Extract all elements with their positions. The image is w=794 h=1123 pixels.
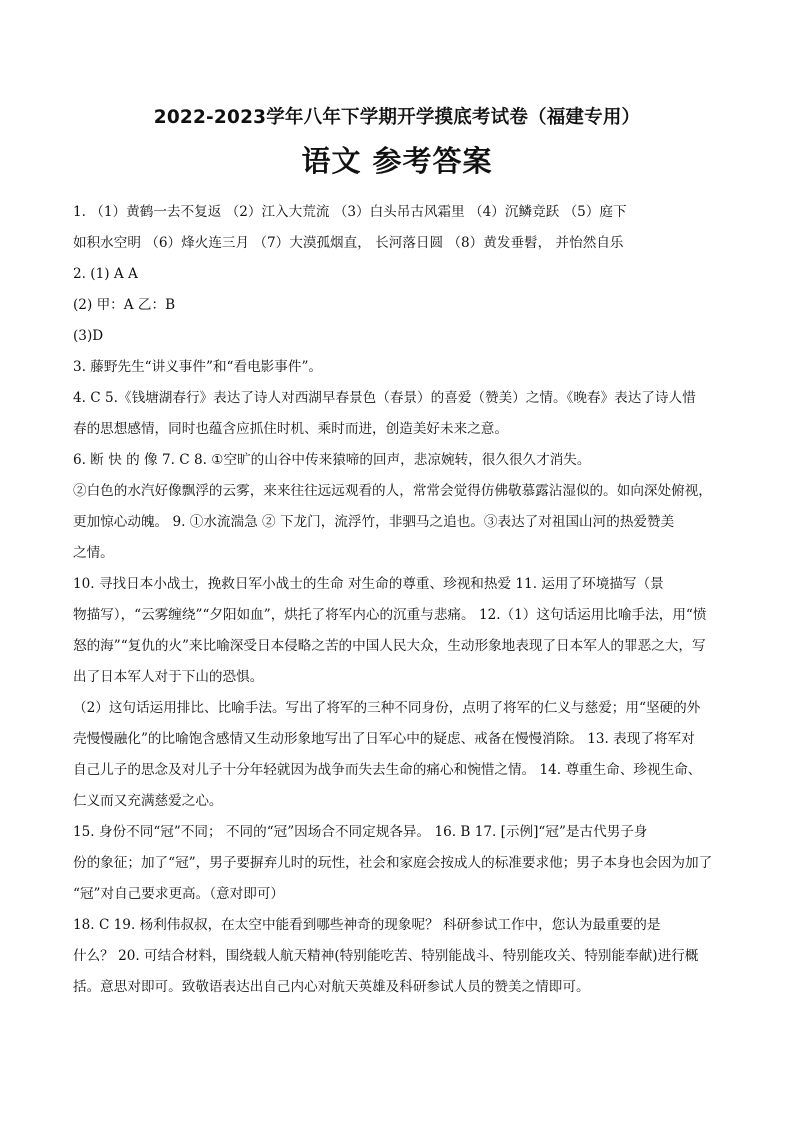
answer-line: 3. 藤野先生“讲义事件”和“看电影事件”。: [73, 359, 322, 375]
answer-line: 出了日本军人对于下山的恐惧。: [73, 669, 264, 685]
answer-content: [73, 197, 723, 1003]
answer-line: 6. 断 快 的 像 7. C 8. ①空旷的山谷中传来猿啼的回声，悲凉婉转，很久很久才消失。: [73, 452, 591, 468]
answer-line: 更加惊心动魄。 9. ①水流湍急 ② 下龙门，流浮竹，非驷马之追也。③表达了对祖国山河的热爱赞美: [73, 514, 675, 530]
answer-line: (2) 甲：A 乙：B: [73, 297, 176, 313]
answer-line: ②白色的水汽好像飘浮的云雾，来来往往远远观看的人，常常会觉得仿佛敬慕露沾湿似的。如向深处俯视，: [73, 483, 712, 499]
answer-line: 春的思想感情，同时也蕴含应抓住时机、乘时而进，创造美好未来之意。: [73, 421, 508, 437]
answer-line: 2. (1) A A: [73, 266, 138, 282]
answer-line: 4. C 5.《钱塘湖春行》表达了诗人对西湖早春景色（春景）的喜爱（赞美）之情。《晚春》表达了诗人惜: [73, 390, 696, 406]
answer-line: 壳慢慢融化”的比喻饱含感情又生动形象地写出了日军心中的疑虑、戒备在慢慢消除。 13. 表现了将军对: [73, 731, 695, 747]
answer-line: 18. C 19. 杨利伟叔叔，在太空中能看到哪些神奇的现象呢？ 科研参试工作中，您认为最重要的是: [73, 917, 661, 933]
answer-line: 仁义而又充满慈爱之心。: [73, 793, 223, 809]
answer-line: 什么？ 20. 可结合材料，围绕载人航天精神(特别能吃苦、特别能战斗、特别能攻关、特别能奉献)进行概: [73, 948, 699, 964]
answer-line: “冠”对自己要求更高。（意对即可）: [73, 886, 285, 902]
answer-line: 物描写），“云雾缠绕”“夕阳如血”，烘托了将军内心的沉重与悲痛。 12.（1）这句话运用比喻手法，用“愤: [73, 607, 707, 623]
answer-line: 10. 寻找日本小战士，挽救日军小战士的生命 对生命的尊重、珍视和热爱 11. 运用了环境描写（景: [73, 576, 664, 592]
answer-line: 怒的海”“复仇的火”来比喻深受日本侵略之苦的中国人民大众，生动形象地表现了日本军人的罪恶之大，写: [73, 638, 706, 654]
document-title: 2022-2023学年八年下学期开学摸底考试卷（福建专用）: [153, 107, 641, 128]
answer-line: 1. （1）黄鹤一去不复返 （2）江入大荒流 （3）白头吊古风霜里 （4）沉鳞竞跃 （5）庭下: [73, 204, 627, 220]
answer-line: 15. 身份不同“冠”不同； 不同的“冠”因场合不同定规各异。 16. B 17. [示例]“冠”是古代男子身: [73, 824, 648, 840]
answer-line: (3)D: [73, 328, 104, 344]
document-subtitle: 语文 参考答案: [301, 144, 493, 178]
answer-line: 括。意思对即可。致敬语表达出自己内心对航天英雄及科研参试人员的赞美之情即可。: [73, 979, 590, 995]
answer-line: 如积水空明 （6）烽火连三月 （7）大漠孤烟直， 长河落日圆 （8）黄发垂髫， 并怡然自乐: [73, 235, 624, 251]
answer-line: 份的象征；加了“冠”，男子要摒弃儿时的玩性，社会和家庭会按成人的标准要求他；男子本身也会因为加了: [73, 855, 713, 871]
answer-line: （2）这句话运用排比、比喻手法。写出了将军的三种不同身份，点明了将军的仁义与慈爱；用“坚硬的外: [73, 700, 701, 716]
answer-line: 之情。: [73, 545, 114, 561]
answer-line: 自己儿子的思念及对儿子十分年轻就因为战争而失去生命的痛心和惋惜之情。 14. 尊重生命、珍视生命、: [73, 762, 702, 778]
